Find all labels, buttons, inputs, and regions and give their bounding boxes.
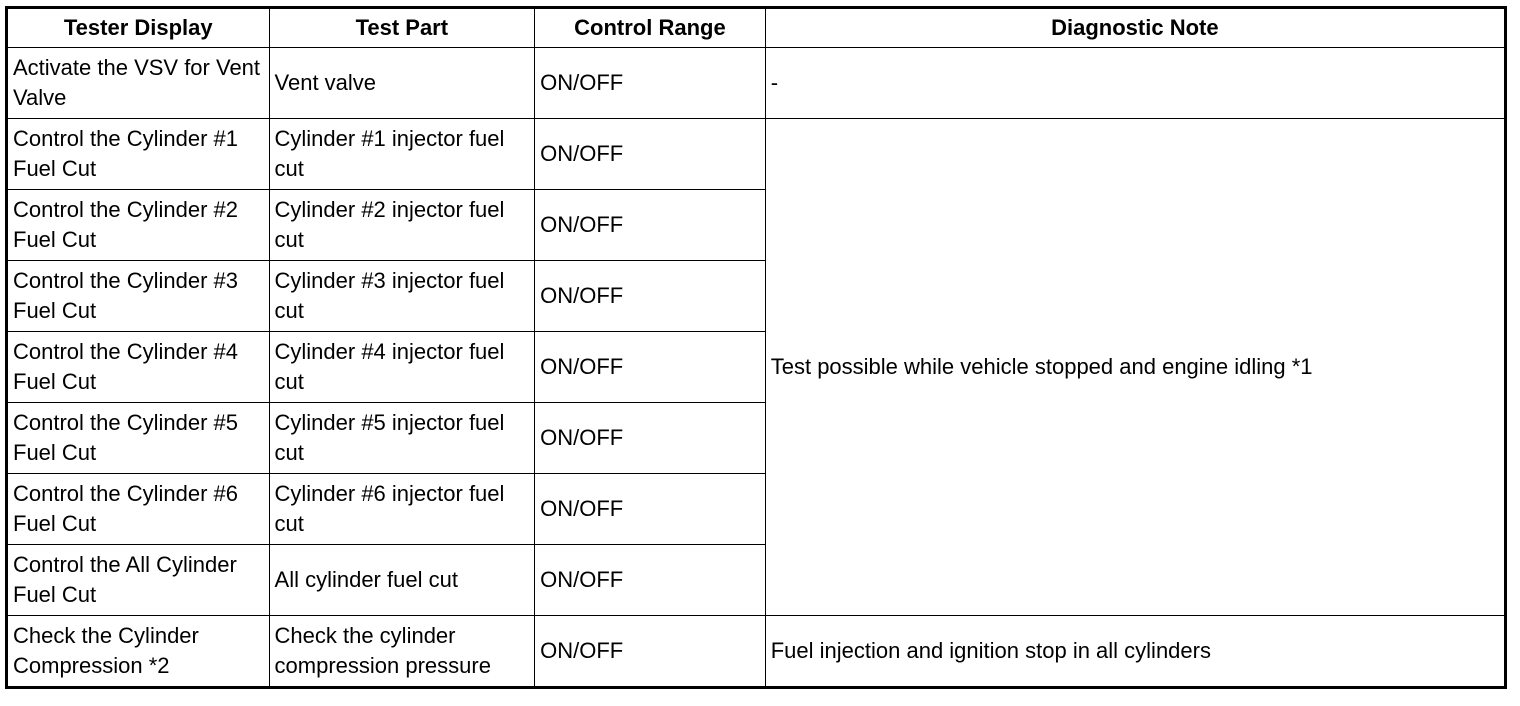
test-part-cell: Check the cylinder compression pressure bbox=[269, 616, 535, 688]
control-range-cell: ON/OFF bbox=[535, 119, 766, 190]
control-range-cell: ON/OFF bbox=[535, 545, 766, 616]
test-part-cell: Cylinder #5 injector fuel cut bbox=[269, 403, 535, 474]
test-part-cell: Cylinder #4 injector fuel cut bbox=[269, 332, 535, 403]
active-test-table bbox=[5, 6, 1507, 689]
test-part-cell: Cylinder #1 injector fuel cut bbox=[269, 119, 535, 190]
test-part-cell: Vent valve bbox=[269, 48, 535, 119]
header-diagnostic-note: Diagnostic Note bbox=[765, 8, 1505, 48]
diagnostic-note-cell: Fuel injection and ignition stop in all cylinders bbox=[765, 616, 1505, 688]
test-part-cell: All cylinder fuel cut bbox=[269, 545, 535, 616]
tester-display-cell: Check the Cylinder Compression *2 bbox=[7, 616, 270, 688]
test-part-cell: Cylinder #2 injector fuel cut bbox=[269, 190, 535, 261]
table-row bbox=[7, 119, 1506, 190]
control-range-cell: ON/OFF bbox=[535, 48, 766, 119]
test-part-cell: Cylinder #6 injector fuel cut bbox=[269, 474, 535, 545]
control-range-cell: ON/OFF bbox=[535, 474, 766, 545]
control-range-cell: ON/OFF bbox=[535, 616, 766, 688]
control-range-cell: ON/OFF bbox=[535, 190, 766, 261]
tester-display-cell: Control the Cylinder #1 Fuel Cut bbox=[7, 119, 270, 190]
tester-display-cell: Control the Cylinder #3 Fuel Cut bbox=[7, 261, 270, 332]
control-range-cell: ON/OFF bbox=[535, 403, 766, 474]
control-range-cell: ON/OFF bbox=[535, 332, 766, 403]
diagnostic-note-cell: Test possible while vehicle stopped and engine idling *1 bbox=[765, 119, 1505, 616]
control-range-cell: ON/OFF bbox=[535, 261, 766, 332]
diagnostic-note-cell: - bbox=[765, 48, 1505, 119]
header-tester-display: Tester Display bbox=[7, 8, 270, 48]
table-header-row bbox=[7, 8, 1506, 48]
test-part-cell: Cylinder #3 injector fuel cut bbox=[269, 261, 535, 332]
table-row bbox=[7, 48, 1506, 119]
tester-display-cell: Control the Cylinder #6 Fuel Cut bbox=[7, 474, 270, 545]
tester-display-cell: Control the Cylinder #2 Fuel Cut bbox=[7, 190, 270, 261]
tester-display-cell: Activate the VSV for Vent Valve bbox=[7, 48, 270, 119]
header-control-range: Control Range bbox=[535, 8, 766, 48]
tester-display-cell: Control the Cylinder #5 Fuel Cut bbox=[7, 403, 270, 474]
header-test-part: Test Part bbox=[269, 8, 535, 48]
tester-display-cell: Control the All Cylinder Fuel Cut bbox=[7, 545, 270, 616]
table-row bbox=[7, 616, 1506, 688]
tester-display-cell: Control the Cylinder #4 Fuel Cut bbox=[7, 332, 270, 403]
